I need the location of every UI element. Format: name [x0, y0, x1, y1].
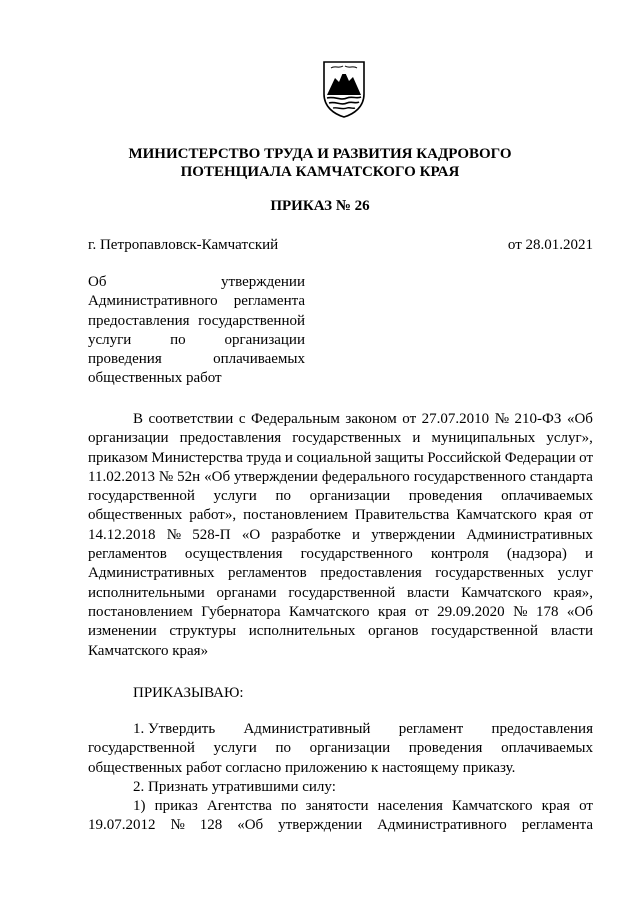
word: края [543, 507, 573, 524]
text-line [88, 369, 305, 388]
word: утверждении [371, 526, 456, 543]
word: Административного [88, 293, 218, 310]
word: предоставления [179, 430, 282, 447]
word: 11.02.2013 [88, 468, 155, 485]
word: государственной [198, 312, 305, 329]
word: государственных [435, 565, 545, 582]
text-line [88, 778, 593, 797]
word: государственной [88, 740, 195, 757]
word: оплачиваемых [501, 488, 593, 505]
word: труда [246, 449, 282, 466]
word: органами [216, 584, 277, 601]
word: регламентов [88, 546, 167, 563]
text-line [88, 545, 593, 564]
text-line [88, 449, 593, 468]
word: услуги [88, 331, 132, 348]
word: приказ [154, 798, 198, 815]
text-line [88, 468, 593, 487]
word: оплачиваемых [213, 351, 305, 368]
word: услуг [557, 565, 593, 582]
word: и [412, 430, 421, 447]
word: Правительства [354, 507, 450, 524]
word: Федеральным [251, 411, 340, 427]
word: № [170, 817, 185, 834]
word: государственных [292, 430, 402, 447]
word: № [158, 468, 174, 485]
word: утверждении [221, 274, 305, 290]
text-line [88, 622, 593, 641]
word: проведения [88, 351, 162, 368]
word: регламента [521, 817, 593, 834]
word: 2. Признать утратившими силу: [133, 778, 336, 795]
word: организации [224, 331, 305, 348]
word: услуг», [546, 430, 593, 447]
word: от [414, 603, 429, 620]
text-line [88, 816, 593, 835]
word: Камчатского [289, 603, 370, 620]
word: Камчатского [461, 584, 542, 601]
word: по [170, 331, 186, 348]
word: постановлением [243, 507, 348, 524]
word: от [402, 411, 417, 427]
word: исполнительными [88, 584, 205, 601]
word: края [541, 798, 570, 815]
word: края [377, 603, 407, 620]
word: «Об [566, 411, 593, 427]
word: соответствии [148, 411, 234, 427]
word: Министерства [151, 449, 243, 466]
word: 178 [535, 603, 559, 620]
word: Агентства [206, 798, 272, 815]
word: органов [368, 623, 419, 640]
word: от [579, 449, 593, 466]
text-line [88, 642, 593, 661]
word: проведения [408, 488, 483, 505]
text-line [88, 410, 593, 429]
ministry-name [60, 145, 580, 181]
word: «Об [566, 603, 593, 620]
preamble-paragraph [88, 410, 593, 661]
text-line [88, 350, 305, 369]
word: Административного [377, 817, 507, 834]
word: утверждении [278, 817, 363, 834]
word: В [133, 411, 144, 427]
word: государственного [413, 468, 526, 485]
word: по [275, 740, 291, 757]
text-line [88, 487, 593, 506]
word: государственной [431, 623, 539, 640]
word: 1) [133, 798, 146, 815]
order-date: от 28.01.2021 [507, 237, 593, 253]
word: регламентов [227, 565, 307, 582]
word: услуги [213, 488, 257, 505]
word: регламент [398, 721, 464, 737]
word: власти [550, 623, 593, 640]
word: утверждении [234, 468, 318, 485]
text-line [88, 739, 593, 758]
word: проведения [408, 740, 483, 757]
ministry-name-line-2: ПОТЕНЦИАЛА КАМЧАТСКОГО КРАЯ [180, 164, 460, 180]
word: от [579, 507, 593, 524]
word: работ», [189, 507, 237, 524]
order-items [88, 720, 593, 836]
word: услуги [213, 740, 257, 757]
word: приказом [88, 449, 148, 466]
word: 14.12.2018 [88, 526, 156, 543]
word: занятости [305, 798, 369, 815]
word: стандарта [529, 468, 593, 485]
word: по [280, 798, 297, 815]
ministry-name-line-1: МИНИСТЕРСТВО ТРУДА И РАЗВИТИЯ КАДРОВОГО [128, 146, 512, 162]
place: г. Петропавловск-Камчатский [88, 237, 279, 253]
word: изменении [88, 623, 157, 640]
word: организации [309, 488, 391, 505]
word: № [513, 603, 528, 620]
word: 528-П [192, 526, 231, 543]
text-line [88, 506, 593, 525]
word: 19.07.2012 [88, 817, 156, 834]
word: организации [88, 430, 169, 447]
place-date-row [88, 236, 593, 254]
word: Камчатского края» [88, 642, 209, 659]
text-line [88, 603, 593, 622]
word: Административных [88, 565, 215, 582]
order-directive: ПРИКАЗЫВАЮ: [133, 685, 244, 701]
word: 27.07.2010 [421, 411, 490, 427]
word: Камчатского [456, 507, 537, 524]
word: 128 [199, 817, 223, 834]
text-line [88, 312, 305, 331]
word: исполнительных [248, 623, 356, 640]
text-line [88, 720, 593, 739]
word: 210-ФЗ [514, 411, 562, 427]
word: населения [377, 798, 443, 815]
word: Российской [427, 449, 502, 466]
word: структуры [169, 623, 237, 640]
word: и [284, 449, 293, 466]
word: постановлением [88, 603, 193, 620]
text-line [88, 331, 305, 350]
word: Административный [243, 721, 371, 737]
word: общественных работ [88, 370, 222, 387]
word: Федерации [504, 449, 576, 466]
word: разработке [271, 526, 341, 543]
word: по [275, 488, 291, 505]
word: государственного [300, 546, 413, 563]
word: власти [407, 584, 450, 601]
word: «О [241, 526, 261, 543]
word: предоставления [491, 721, 593, 737]
word: государственной [88, 488, 195, 505]
text-line [88, 429, 593, 448]
text-line [88, 292, 305, 311]
word: Об [88, 274, 107, 290]
text-line [88, 584, 593, 603]
word: и [351, 526, 360, 543]
word: предоставления [320, 565, 422, 582]
order-title: ПРИКАЗ № 26 [270, 198, 370, 214]
word: общественных работ согласно приложению к настоящему приказу. [88, 759, 516, 776]
word: и [584, 546, 593, 563]
word: оплачиваемых [501, 740, 593, 757]
word: организации [309, 740, 391, 757]
text-line [88, 759, 593, 778]
word: предоставления [88, 312, 190, 329]
word: муниципальных [431, 430, 536, 447]
word: контроля [430, 546, 489, 563]
word: от [579, 798, 593, 815]
word: 29.09.2020 [437, 603, 505, 620]
word: края», [553, 584, 593, 601]
word: законом [345, 411, 397, 427]
word: № [494, 411, 510, 427]
word: (надзора) [506, 546, 567, 563]
word: «Об [204, 468, 231, 485]
word: социальной [296, 449, 372, 466]
order-subject [88, 273, 305, 389]
text-line [88, 564, 593, 583]
word: «Об [237, 817, 264, 834]
word: федерального [321, 468, 410, 485]
word: общественных [88, 507, 183, 524]
word: с [238, 411, 246, 427]
text-line [88, 526, 593, 545]
word: защиты [374, 449, 424, 466]
word: регламента [233, 293, 305, 310]
word: Камчатского [452, 798, 533, 815]
word: 52н [177, 468, 201, 485]
text-line [88, 797, 593, 816]
text-line [88, 273, 305, 292]
word: государственной [288, 584, 396, 601]
kamchatka-coat-of-arms-icon [321, 60, 367, 118]
word: Административных [466, 526, 593, 543]
word: 1. Утвердить [133, 721, 216, 737]
word: № [166, 526, 182, 543]
word: Губернатора [201, 603, 281, 620]
word: осуществления [184, 546, 283, 563]
